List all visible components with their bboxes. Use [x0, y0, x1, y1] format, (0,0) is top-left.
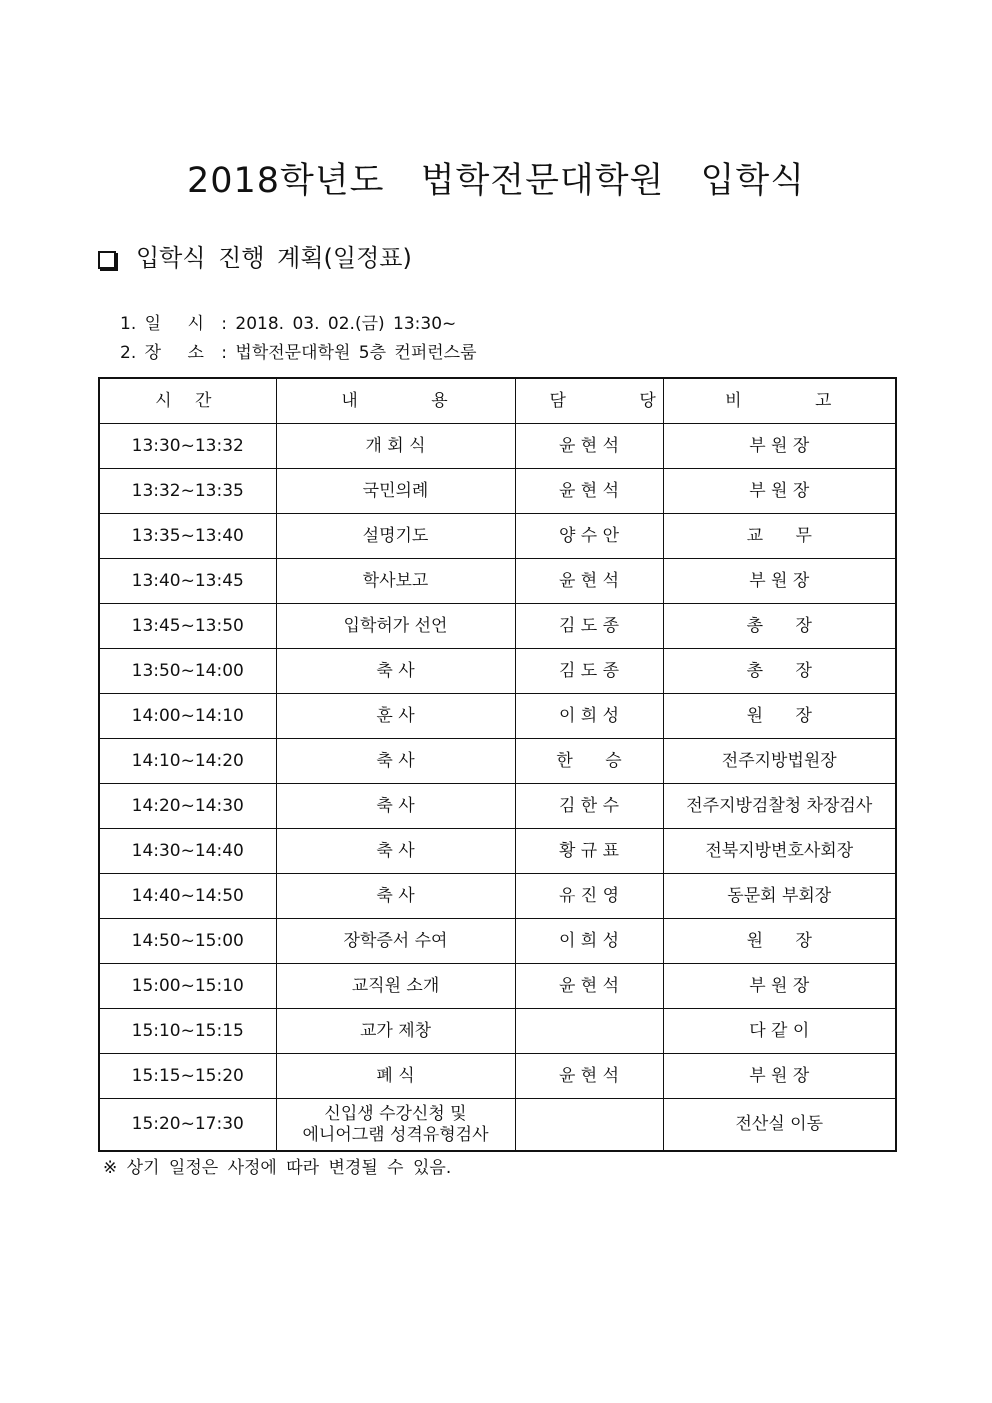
cell-note: 원 장 — [663, 919, 896, 964]
cell-time: 14:40~14:50 — [99, 874, 276, 919]
cell-content: 폐 식 — [276, 1054, 515, 1099]
cell-person: 한 승 — [515, 739, 663, 784]
cell-note: 부 원 장 — [663, 424, 896, 469]
cell-time: 14:00~14:10 — [99, 694, 276, 739]
section-heading-text: 입학식 진행 계획(일정표) — [136, 244, 412, 272]
page-title: 2018학년도 법학전문대학원 입학식 — [186, 161, 806, 201]
cell-time: 13:30~13:32 — [99, 424, 276, 469]
cell-person — [515, 1099, 663, 1152]
cell-note: 부 원 장 — [663, 964, 896, 1009]
cell-content: 교직원 소개 — [276, 964, 515, 1009]
info-date-value: : 2018. 03. 02.(금) 13:30~ — [212, 314, 457, 334]
cell-content-line2: 에니어그램 성격유형검사 — [302, 1124, 489, 1145]
info-date-number: 1. — [120, 314, 145, 334]
cell-person: 유 진 영 — [515, 874, 663, 919]
cell-time: 15:20~17:30 — [99, 1099, 276, 1152]
cell-note: 부 원 장 — [663, 469, 896, 514]
table-row — [99, 739, 896, 784]
cell-content: 축 사 — [276, 874, 515, 919]
cell-person: 황 규 표 — [515, 829, 663, 874]
cell-person: 이 희 성 — [515, 919, 663, 964]
cell-time: 13:35~13:40 — [99, 514, 276, 559]
cell-note: 총 장 — [663, 649, 896, 694]
cell-content: 교가 제창 — [276, 1009, 515, 1054]
cell-time: 13:45~13:50 — [99, 604, 276, 649]
schedule-table — [98, 377, 897, 1152]
table-row — [99, 1009, 896, 1054]
table-row — [99, 919, 896, 964]
cell-content-line1: 신입생 수강신청 및 — [324, 1103, 467, 1124]
cell-content: 개 회 식 — [276, 424, 515, 469]
info-place-line — [120, 340, 477, 366]
info-date-line — [120, 311, 456, 337]
cell-content: 설명기도 — [276, 514, 515, 559]
cell-content: 축 사 — [276, 649, 515, 694]
cell-time: 14:20~14:30 — [99, 784, 276, 829]
cell-time: 14:30~14:40 — [99, 829, 276, 874]
cell-content — [276, 1099, 515, 1152]
cell-note: 다 같 이 — [663, 1009, 896, 1054]
cell-time: 15:10~15:15 — [99, 1009, 276, 1054]
section-heading — [98, 240, 412, 276]
info-place-number: 2. — [120, 343, 145, 363]
table-row — [99, 424, 896, 469]
cell-person — [515, 1009, 663, 1054]
header-content: 내 용 — [276, 378, 515, 424]
cell-time: 14:10~14:20 — [99, 739, 276, 784]
header-note: 비 고 — [663, 378, 896, 424]
cell-time: 13:40~13:45 — [99, 559, 276, 604]
table-row — [99, 829, 896, 874]
table-row — [99, 604, 896, 649]
cell-person: 김 도 종 — [515, 604, 663, 649]
table-row — [99, 784, 896, 829]
cell-content: 국민의례 — [276, 469, 515, 514]
table-row — [99, 649, 896, 694]
cell-note: 전산실 이동 — [663, 1099, 896, 1152]
cell-note: 동문회 부회장 — [663, 874, 896, 919]
cell-person: 김 도 종 — [515, 649, 663, 694]
info-date-label: 일 시 — [144, 314, 213, 334]
cell-person: 윤 현 석 — [515, 964, 663, 1009]
header-time: 시 간 — [99, 378, 276, 424]
cell-note: 부 원 장 — [663, 1054, 896, 1099]
cell-content: 입학허가 선언 — [276, 604, 515, 649]
cell-time: 15:00~15:10 — [99, 964, 276, 1009]
table-row — [99, 694, 896, 739]
cell-note: 전주지방법원장 — [663, 739, 896, 784]
cell-note: 교 무 — [663, 514, 896, 559]
table-row — [99, 874, 896, 919]
cell-person: 양 수 안 — [515, 514, 663, 559]
checkbox-square-icon — [98, 251, 116, 269]
cell-person: 김 한 수 — [515, 784, 663, 829]
footnote: ※ 상기 일정은 사정에 따라 변경될 수 있음. — [103, 1158, 452, 1178]
cell-person: 이 희 성 — [515, 694, 663, 739]
cell-note: 부 원 장 — [663, 559, 896, 604]
cell-note: 원 장 — [663, 694, 896, 739]
cell-note: 전주지방검찰청 차장검사 — [663, 784, 896, 829]
table-row — [99, 514, 896, 559]
cell-person: 윤 현 석 — [515, 1054, 663, 1099]
cell-content: 훈 사 — [276, 694, 515, 739]
cell-time: 15:15~15:20 — [99, 1054, 276, 1099]
cell-content: 장학증서 수여 — [276, 919, 515, 964]
cell-note: 전북지방변호사회장 — [663, 829, 896, 874]
table-header-row — [99, 378, 896, 424]
cell-time: 14:50~15:00 — [99, 919, 276, 964]
cell-note: 총 장 — [663, 604, 896, 649]
cell-content: 축 사 — [276, 739, 515, 784]
cell-time: 13:50~14:00 — [99, 649, 276, 694]
header-person: 담 당 — [515, 378, 663, 424]
table-row — [99, 1054, 896, 1099]
table-body — [99, 424, 896, 1152]
info-place-value: : 법학전문대학원 5층 컨퍼런스룸 — [212, 343, 477, 363]
cell-person: 윤 현 석 — [515, 469, 663, 514]
table-row — [99, 964, 896, 1009]
cell-person: 윤 현 석 — [515, 559, 663, 604]
table-row — [99, 1099, 896, 1152]
table-row — [99, 559, 896, 604]
info-place-label: 장 소 — [144, 343, 213, 363]
table-row — [99, 469, 896, 514]
cell-content: 학사보고 — [276, 559, 515, 604]
cell-content: 축 사 — [276, 784, 515, 829]
cell-time: 13:32~13:35 — [99, 469, 276, 514]
cell-content: 축 사 — [276, 829, 515, 874]
cell-person: 윤 현 석 — [515, 424, 663, 469]
